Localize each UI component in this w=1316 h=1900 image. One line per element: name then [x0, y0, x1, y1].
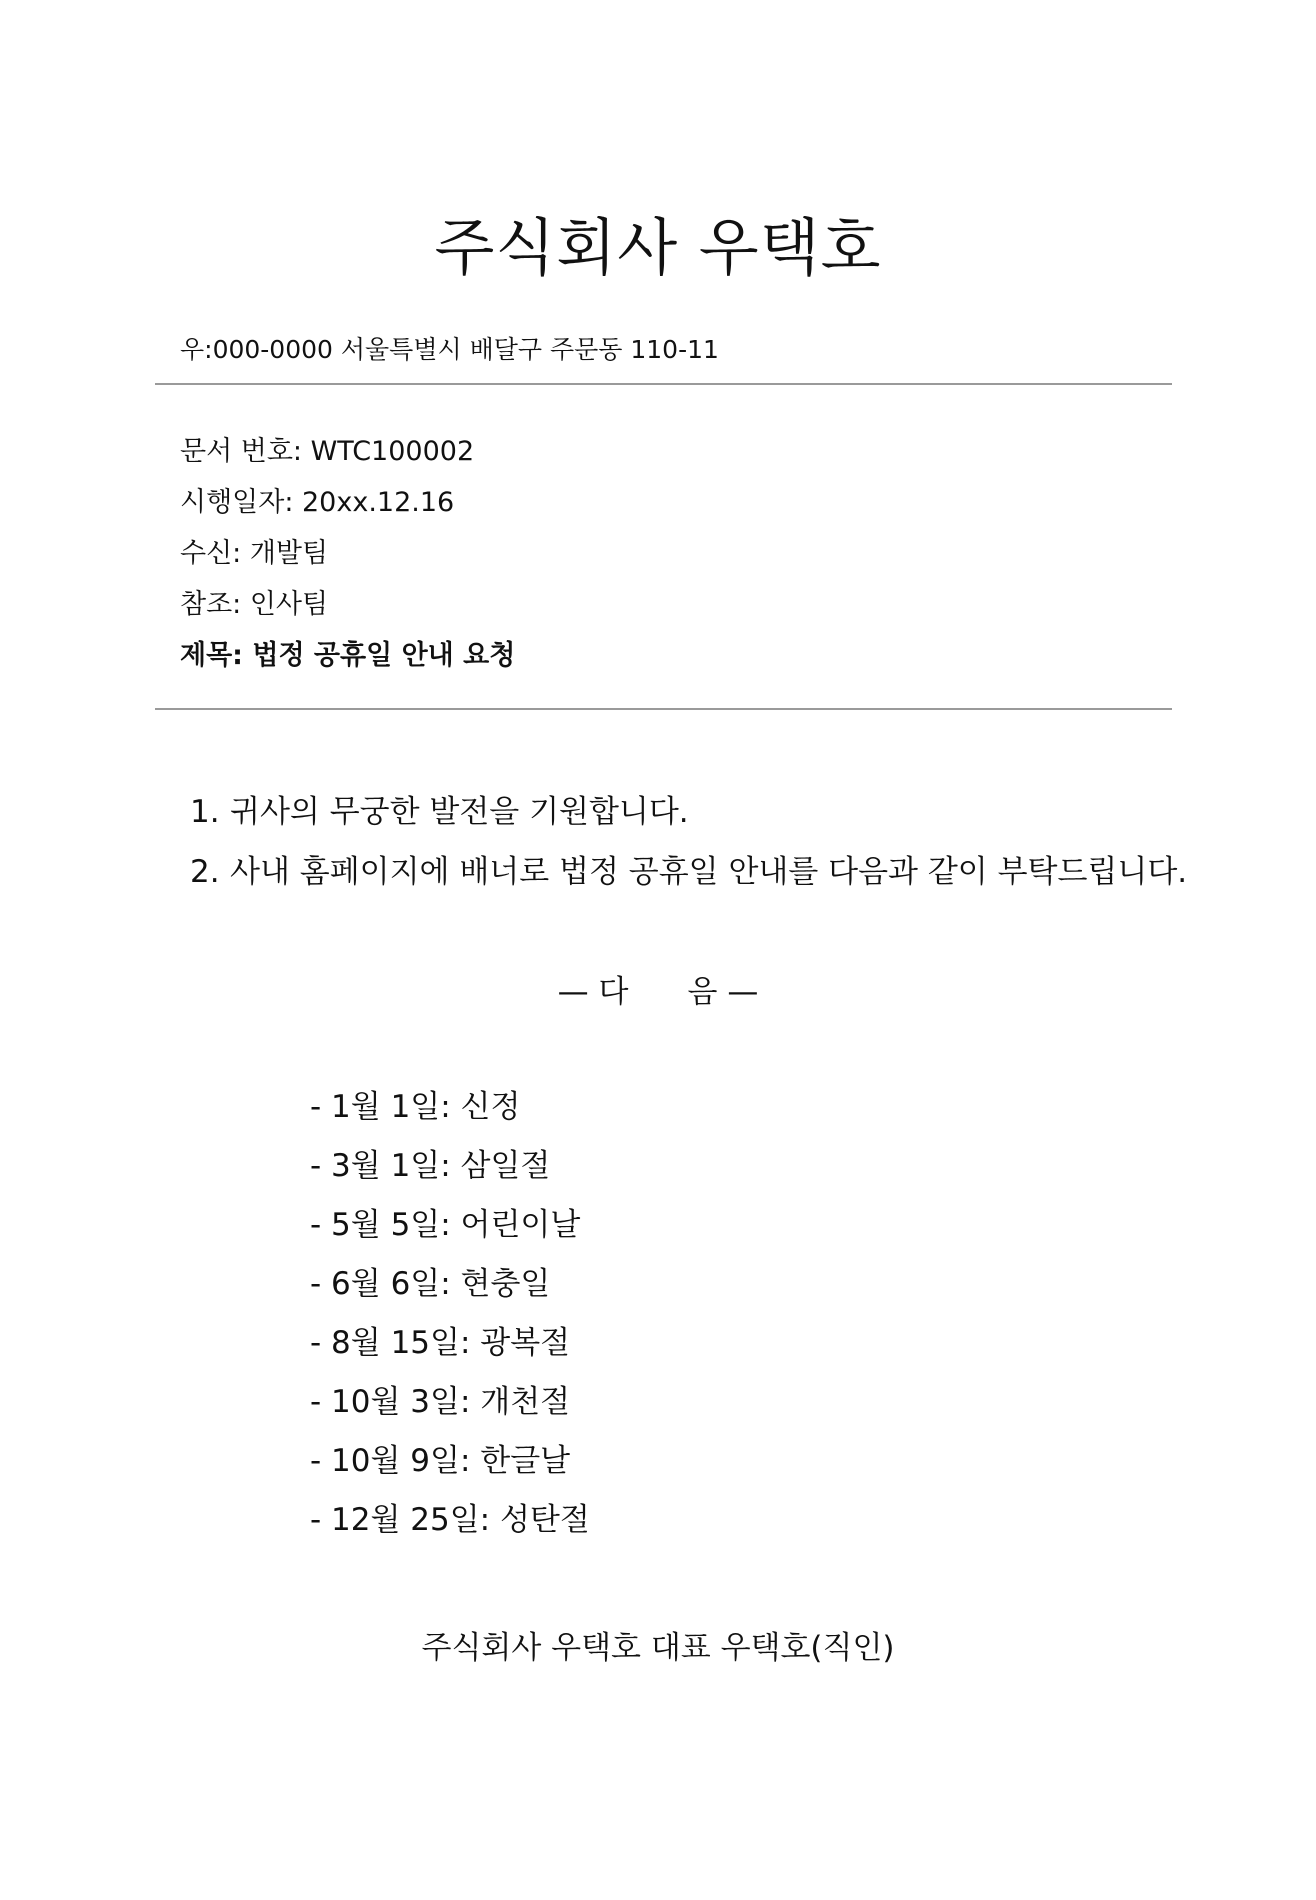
company-title: 주식회사 우택호 — [434, 211, 882, 284]
holiday-item: - 1월 1일: 신정 — [310, 1089, 521, 1125]
holiday-item: - 12월 25일: 성탄절 — [310, 1502, 590, 1538]
body-item-text: 사내 홈페이지에 배너로 법정 공휴일 안내를 다음과 같이 부탁드립니다. — [230, 854, 1188, 890]
header-divider — [155, 383, 1172, 385]
reference: 참조: 인사팀 — [180, 589, 329, 620]
body-item — [190, 790, 1187, 850]
company-address: 우:000-0000 서울특별시 배달구 주문동 110-11 — [180, 335, 719, 364]
section-heading: — 다 음 — — [557, 974, 759, 1010]
subject: 제목: 법정 공휴일 안내 요청 — [180, 640, 516, 671]
holiday-item: - 8월 15일: 광복절 — [310, 1325, 571, 1361]
body-item-number: 1. — [190, 794, 220, 830]
document-meta — [180, 432, 515, 687]
holiday-list — [310, 1085, 590, 1557]
recipient: 수신: 개발팀 — [180, 538, 329, 569]
holiday-item: - 10월 9일: 한글날 — [310, 1443, 571, 1479]
holiday-item: - 5월 5일: 어린이날 — [310, 1207, 581, 1243]
doc-number: 문서 번호: WTC100002 — [180, 436, 475, 467]
issue-date: 시행일자: 20xx.12.16 — [180, 487, 455, 518]
meta-divider — [155, 708, 1172, 710]
body-item-text: 귀사의 무궁한 발전을 기원합니다. — [230, 794, 689, 830]
body-paragraphs — [190, 790, 1187, 910]
body-item — [190, 850, 1187, 910]
holiday-item: - 3월 1일: 삼일절 — [310, 1148, 551, 1184]
signature: 주식회사 우택호 대표 우택호(직인) — [421, 1630, 895, 1666]
holiday-item: - 10월 3일: 개천절 — [310, 1384, 571, 1420]
holiday-item: - 6월 6일: 현충일 — [310, 1266, 551, 1302]
body-item-number: 2. — [190, 854, 220, 890]
